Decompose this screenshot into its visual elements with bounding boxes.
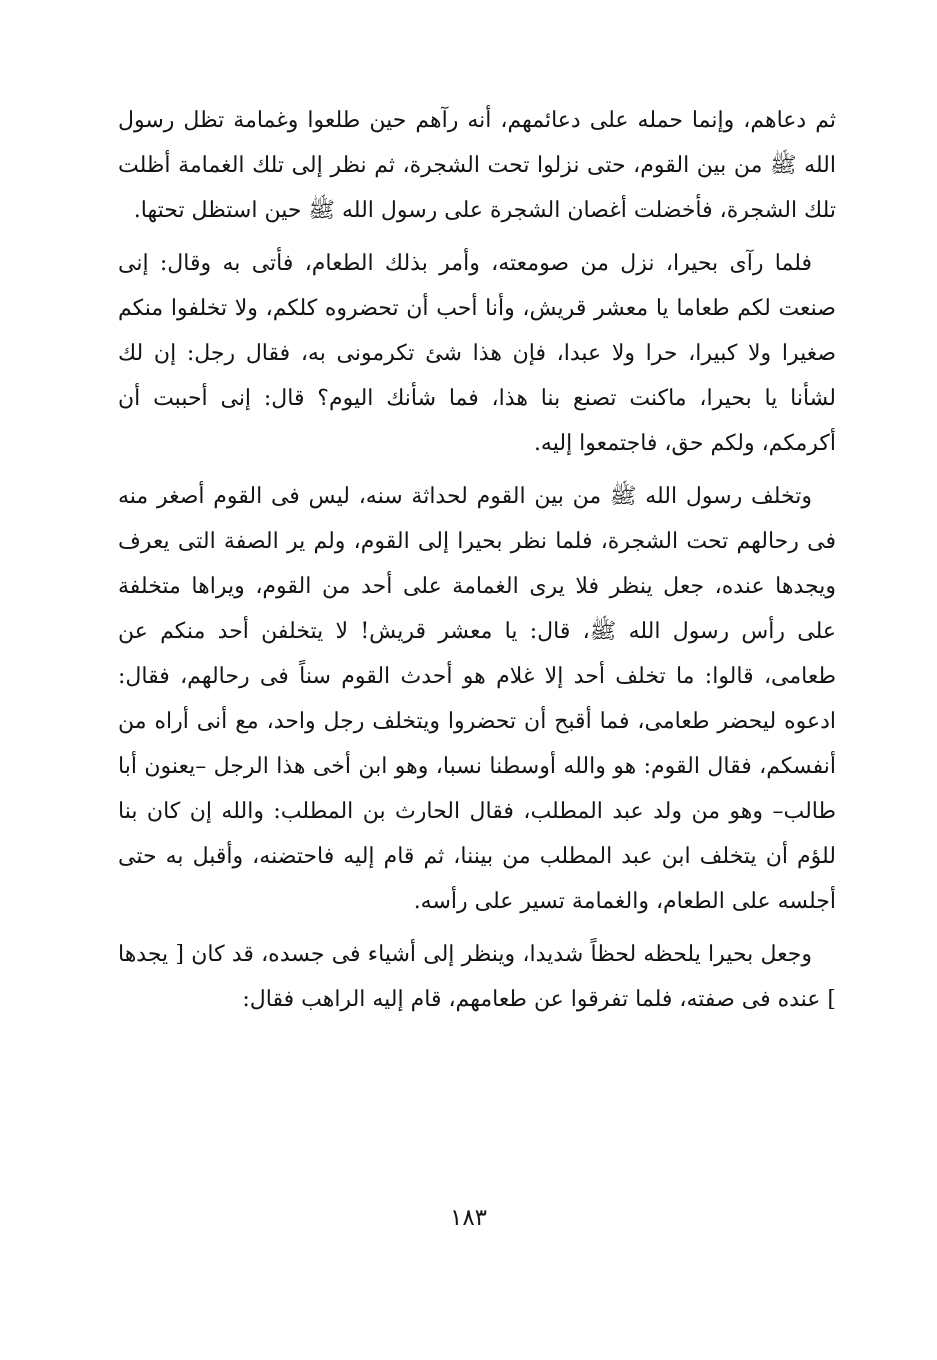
- paragraph-2: فلما رآى بحيرا، نزل من صومعته، وأمر بذلك الطعام، فأتى به وقال: إنى صنعت لكم طعاما يا معشر قريش، وأنا أحب أن تحضروه كلكم، ولا تخلفوا منكم صغيرا ولا كبيرا، حرا ولا عبدا، فإن هذا شئ تكرمونى به، فقال رجل: إن لك لشأنا يا بحيرا، ماكنت تصنع بنا هذا، فما شأنك اليوم؟ قال: إنى أحببت أن أكرمكم، ولكم حق، فاجتمعوا إليه.: [118, 251, 836, 456]
- body-text: [118, 98, 836, 1022]
- page-number: ١٨٣: [449, 1205, 488, 1231]
- paragraph-4: وجعل بحيرا يلحظه لحظاً شديدا، وينظر إلى أشياء فى جسده، قد كان [ يجدها ] عنده فى صفته، فلما تفرقوا عن طعامهم، قام إليه الراهب فقال:: [118, 942, 836, 1012]
- paragraph-3: وتخلف رسول الله ﷺ من بين القوم لحداثة سنه، ليس فى القوم أصغر منه فى رحالهم تحت الشجرة، فلما نظر بحيرا إلى القوم، ولم ير الصفة التى يعرف ويجدها عنده، جعل ينظر فلا يرى الغمامة على أحد من القوم، ويراها متخلفة على رأس رسول الله ﷺ، قال: يا معشر قريش! لا يتخلفن أحد منكم عن طعامى، قالوا: ما تخلف أحد إلا غلام هو أحدث القوم سناً فى رحالهم، فقال: ادعوه ليحضر طعامى، فما أقبح أن تحضروا ويتخلف رجل واحد، مع أنى أراه من أنفسكم، فقال القوم: هو والله أوسطنا نسبا، وهو ابن أخى هذا الرجل –يعنون أبا طالب– وهو من ولد عبد المطلب، فقال الحارث بن المطلب: والله إن كان بنا للؤم أن يتخلف ابن عبد المطلب من بيننا، ثم قام إليه فاحتضنه، وأقبل به حتى أجلسه على الطعام، والغمامة تسير على رأسه.: [118, 484, 836, 914]
- paragraph-1: ثم دعاهم، وإنما حمله على دعائمهم، أنه رآهم حين طلعوا وغمامة تظل رسول الله ﷺ من بين القوم، حتى نزلوا تحت الشجرة، ثم نظر إلى تلك الغمامة أظلت تلك الشجرة، فأخضلت أغصان الشجرة على رسول الله ﷺ حين استظل تحتها.: [118, 108, 836, 223]
